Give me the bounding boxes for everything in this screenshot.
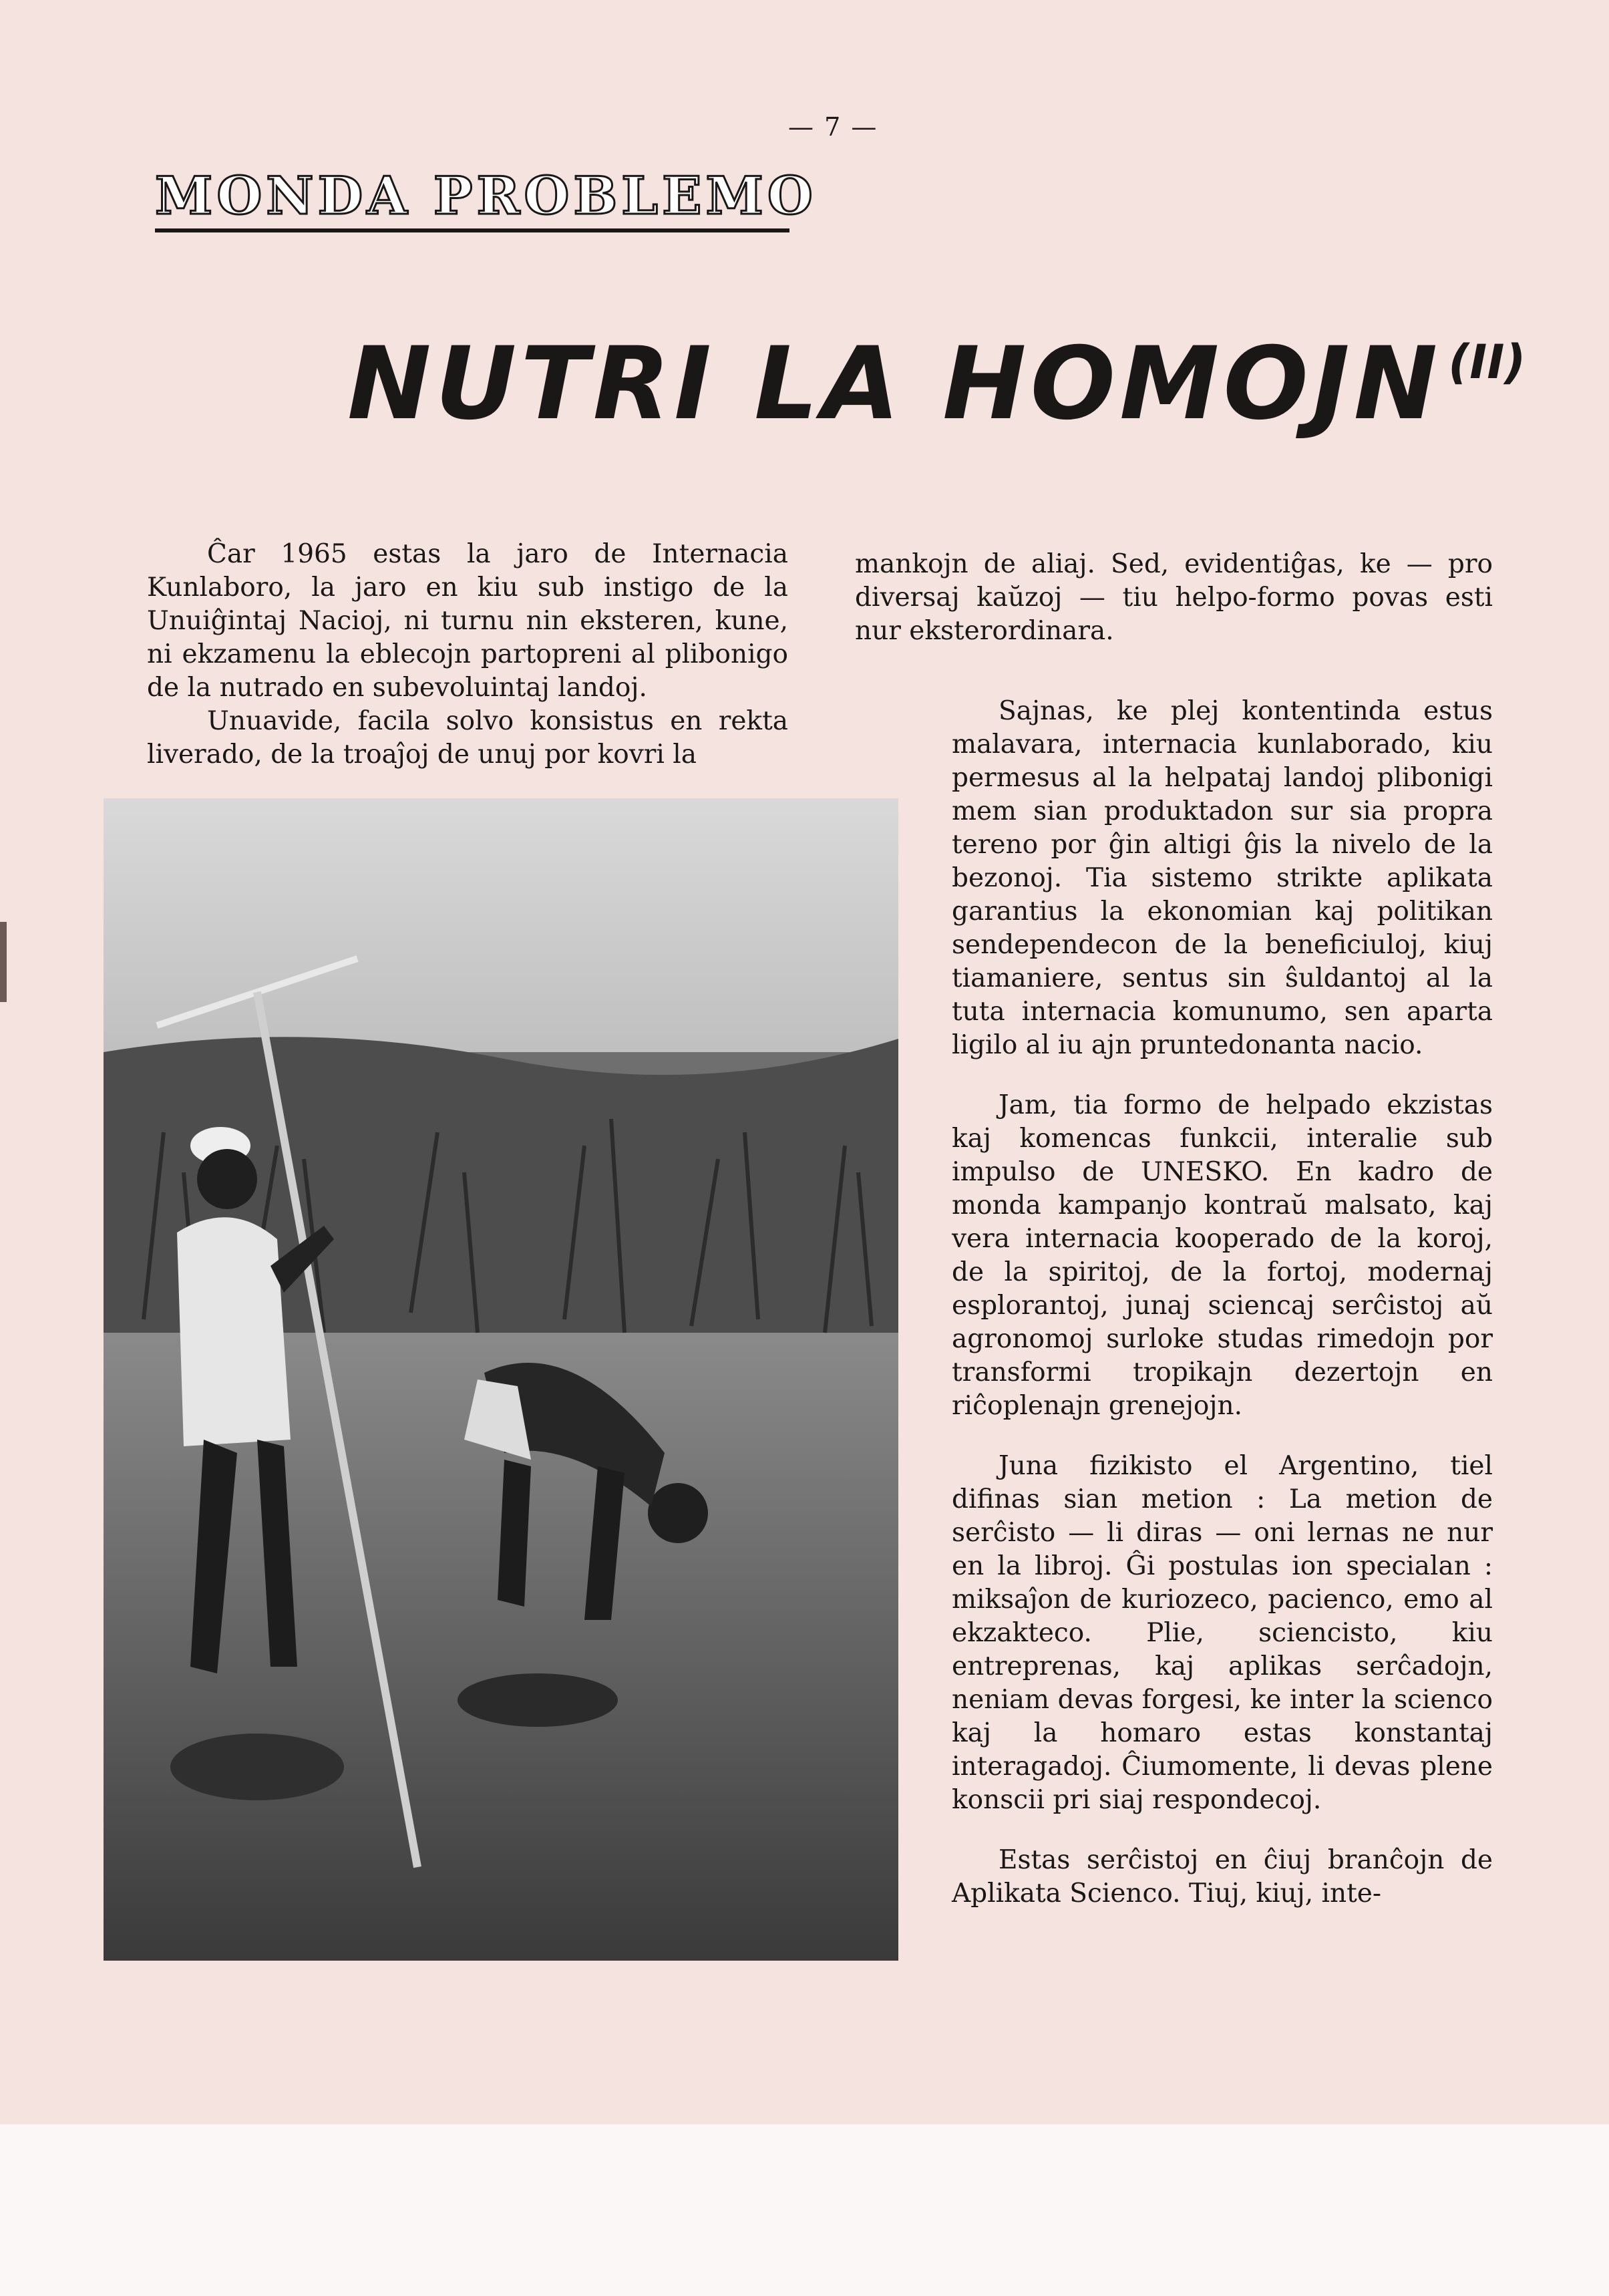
paragraph: Ĉar 1965 estas la jaro de Internacia Kunlaboro, la jaro en kiu sub instigo de la Unuiĝintaj Nacioj, ni turnu nin eksteren, kune, ni ekzamenu la eblecojn partopreni al plibonigo de la nutrado en subevoluintaj landoj.: [147, 539, 788, 703]
paragraph: Juna fizikisto el Argentino, tiel difinas sian metion : La metion de serĉisto — li diras — oni lernas ne nur en la libroj. Ĝi postulas ion specialan : miksaĵon de kuriozeco, pacienco, emo al ekzakteco. Plie, sciencisto, kiu entreprenas, kaj aplikas serĉadojn, neniam devas forgesi, ke inter la scienco kaj la homaro estas konstantaj interagadoj. Ĉiumomente, li devas plene konscii pri siaj respondecoj.: [952, 1451, 1493, 1815]
page-number: — 7 —: [788, 112, 878, 142]
binding-edge: [0, 922, 7, 1002]
paragraph: Unuavide, facila solvo konsistus en rekta liverado, de la troaĵoj de unuj por kovri la: [147, 706, 788, 770]
paragraph: Sajnas, ke plej kontentinda estus malavara, internacia kunlaborado, kiu permesus al la helpataj landoj plibonigi mem sian produktadon sur sia propra tereno por ĝin altigi ĝis la nivelo de la bezonoj. Tia sistemo strikte aplikata garantius la ekonomian kaj politikan sendependecon de la beneficiuloj, kiuj tiamaniere, sentus sin ŝuldantoj al la tuta internacia komunumo, sen aparta ligilo al iu ajn pruntedonanta nacio.: [952, 696, 1493, 1060]
article-column-right-top: [855, 548, 1493, 648]
paragraph: mankojn de aliaj. Sed, evidentiĝas, ke — pro diversaj kaŭzoj — tiu helpo-formo povas esti nur eksterordinara.: [855, 549, 1493, 646]
article-title: [347, 326, 1526, 442]
article-column-left: [147, 538, 788, 772]
section-heading: MONDA PROBLEMO: [155, 166, 817, 226]
section-rule: [155, 228, 789, 232]
photo-workers-in-field: [104, 798, 898, 1961]
page-background: [0, 2124, 1609, 2296]
article-photo: [104, 798, 898, 1961]
title-main: NUTRI LA HOMOJN: [347, 326, 1442, 442]
title-part: (II): [1448, 335, 1526, 389]
article-column-right: [952, 668, 1493, 1911]
paragraph: Jam, tia formo de helpado ekzistas kaj komencas funkcii, interalie sub impulso de UNESKO. En kadro de monda kampanjo kontraŭ malsato, kaj vera internacia kooperado de la koroj, de la spiritoj, de la fortoj, modernaj esplorantoj, junaj sciencaj serĉistoj aŭ agronomoj surloke studas rimedojn por transformi tropikajn dezertojn en riĉoplenajn grenejojn.: [952, 1090, 1493, 1421]
paragraph: Estas serĉistoj en ĉiuj branĉojn de Aplikata Scienco. Tiuj, kiuj, inte-: [952, 1845, 1493, 1909]
